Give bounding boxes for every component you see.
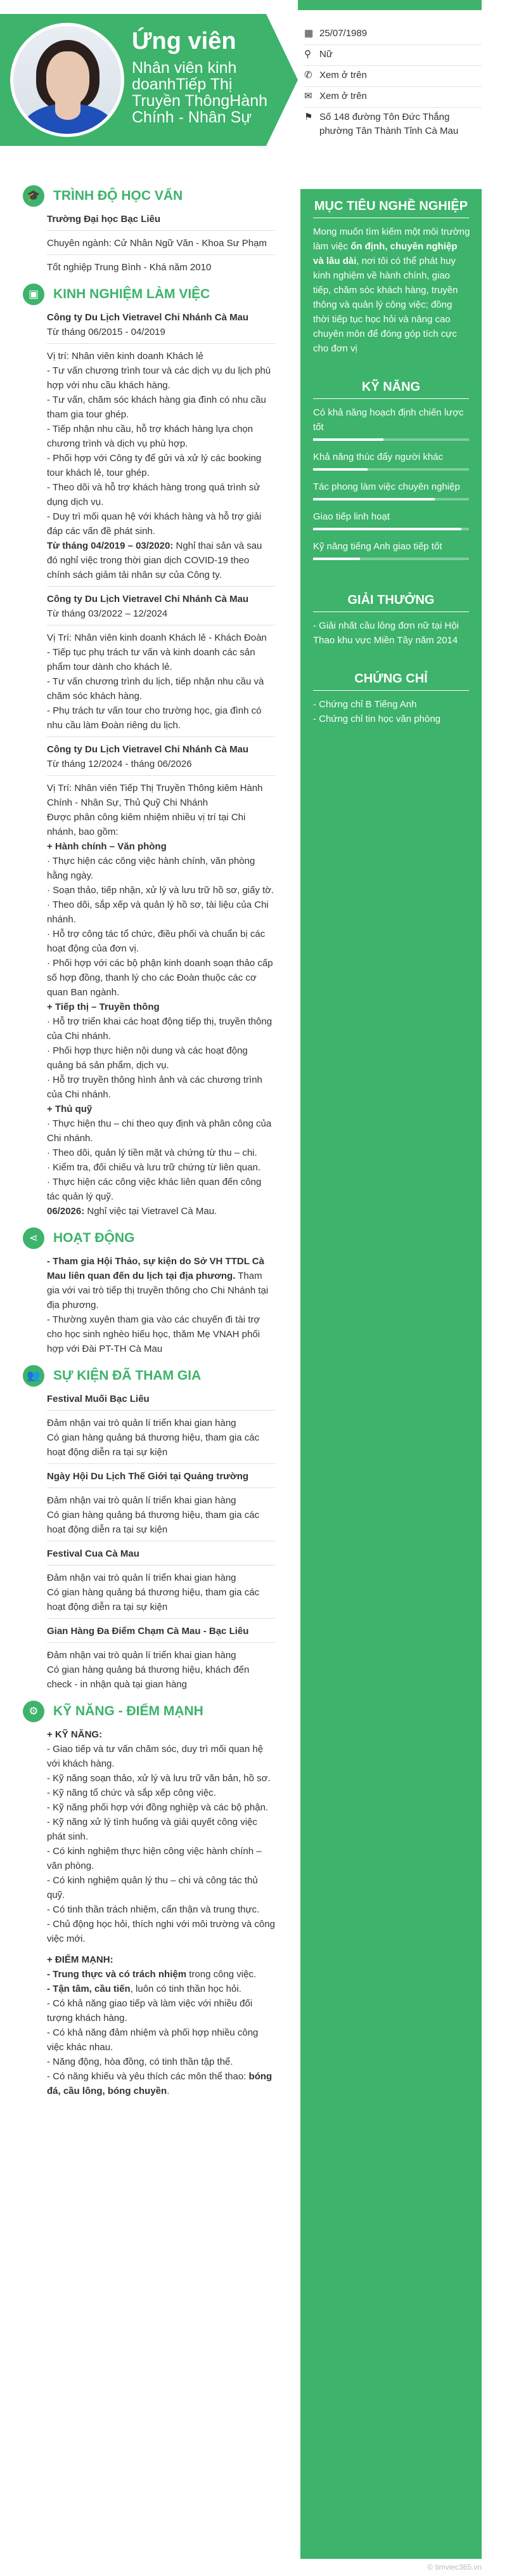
phone-value: Xem ở trên bbox=[319, 70, 367, 81]
skill-item bbox=[307, 539, 475, 560]
job-note bbox=[47, 1204, 275, 1219]
main-column bbox=[23, 185, 275, 2107]
event-detail: Có gian hàng quảng bá thương hiệu, khách đến check - in nhận quà tại gian hàng bbox=[47, 1664, 250, 1690]
job-company: Công ty Du Lịch Vietravel Chi Nhánh Cà Mau bbox=[47, 312, 249, 323]
skill-fill bbox=[313, 528, 461, 530]
job-duty: · Theo dõi, quản lý tiền mặt và chứng từ thu – chi. bbox=[47, 1147, 257, 1158]
skill-line: - Có kinh nghiệm thực hiện công việc hành chính – văn phòng. bbox=[47, 1846, 262, 1871]
event-detail: Có gian hàng quảng bá thương hiệu, tham gia các hoạt động diễn ra tại sự kiện bbox=[47, 1510, 260, 1535]
career-goal bbox=[307, 225, 475, 356]
job-period: Từ tháng 06/2015 - 04/2019 bbox=[47, 327, 165, 337]
email-value: Xem ở trên bbox=[319, 91, 367, 101]
share-icon: ⋖ bbox=[23, 1227, 44, 1249]
skill-track bbox=[313, 558, 469, 560]
phone-icon: ✆ bbox=[304, 70, 312, 81]
skill-item bbox=[307, 450, 475, 471]
events-section bbox=[23, 1365, 275, 1692]
job-duty: · Soạn thảo, tiếp nhận, xử lý và lưu trữ hồ sơ, giấy tờ. bbox=[47, 885, 274, 896]
skill-item bbox=[307, 509, 475, 530]
job-role: Vị Trí: Nhân viên kinh doanh Khách lẻ - Khách Đoàn bbox=[47, 632, 267, 643]
job-duty: · Theo dõi, sắp xếp và quản lý hồ sơ, tài liệu của Chi nhánh. bbox=[47, 899, 269, 925]
section-title: TRÌNH ĐỘ HỌC VẤN bbox=[53, 188, 183, 203]
goal-text-pre: Mong muốn tìm kiếm một môi trường làm việc bbox=[313, 226, 470, 252]
skill-line: - Kỹ năng phối hợp với đồng nghiệp và các bộ phận. bbox=[47, 1802, 269, 1813]
job-duty: - Phối hợp với Công ty để gửi và xử lý các booking tour khách lẻ, tour ghép. bbox=[47, 453, 262, 478]
award-item: - Giải nhất cầu lông đơn nữ tại Hội Thao khu vực Miền Tây năm 2014 bbox=[313, 620, 459, 646]
skill-fill bbox=[313, 498, 435, 500]
event-role: Đảm nhận vai trò quản lí triển khai gian hàng bbox=[47, 1418, 236, 1429]
event-role: Đảm nhận vai trò quản lí triển khai gian hàng bbox=[47, 1495, 236, 1506]
job-company: Công ty Du Lịch Vietravel Chi Nhánh Cà Mau bbox=[47, 744, 249, 755]
goal-title: MỤC TIÊU NGHỀ NGHIỆP bbox=[313, 199, 469, 218]
activity-line: - Thường xuyên tham gia vào các chuyến đi tài trợ cho học sinh nghèo hiếu học, thăm Mẹ VNAH phối hợp với Đài PT-TH Cà Mau bbox=[47, 1314, 260, 1354]
goal-text-post: , nơi tôi có thể phát huy kinh nghiệm về hành chính, giao tiếp, chăm sóc khách hàng, truyền thông và quản lý công việc; đồng thời tiếp tục học hỏi và nâng cao chuyên môn để đóng góp tích cực cho đơn vị bbox=[313, 256, 458, 354]
strength-bold: - Tận tâm, cầu tiến bbox=[47, 1984, 131, 1994]
job-note-label: 06/2026: bbox=[47, 1206, 85, 1217]
strength-text: - Năng động, hòa đồng, có tinh thần tập thể. bbox=[47, 2056, 233, 2067]
goal-text-bold: ổn định, chuyên nghiệp và lâu dài bbox=[313, 241, 458, 266]
skill-name: Khả năng thúc đẩy người khác bbox=[313, 452, 444, 462]
job-company: Công ty Du Lịch Vietravel Chi Nhánh Cà Mau bbox=[47, 594, 249, 605]
skill-fill bbox=[313, 468, 368, 471]
location-icon: ⚑ bbox=[304, 112, 313, 122]
education-section bbox=[23, 185, 275, 275]
strength-line bbox=[47, 1967, 275, 1982]
section-title: KINH NGHIỆM LÀM VIỆC bbox=[53, 287, 210, 301]
event-name: Ngày Hội Du Lịch Thế Giới tại Quảng trường bbox=[47, 1471, 249, 1482]
skill-track bbox=[313, 528, 469, 530]
job-duty: · Hỗ trợ triển khai các hoạt động tiếp thị, truyền thông của Chi nhánh. bbox=[47, 1016, 273, 1042]
skill-track bbox=[313, 468, 469, 471]
skill-item bbox=[307, 480, 475, 500]
contact-phone bbox=[304, 66, 482, 87]
skills-strengths-section bbox=[23, 1701, 275, 2098]
school-name: Trường Đại học Bạc Liêu bbox=[47, 214, 161, 225]
candidate-label: Ứng viên bbox=[132, 28, 236, 55]
skill-line: - Có tinh thần trách nhiệm, cẩn thận và trung thực. bbox=[47, 1904, 260, 1915]
gender-icon: ⚲ bbox=[304, 49, 311, 60]
job-duty: · Phối hợp thực hiện nội dung và các hoạt động quảng bá sản phẩm, dịch vụ. bbox=[47, 1045, 248, 1071]
event-role: Đảm nhận vai trò quản lí triển khai gian hàng bbox=[47, 1650, 236, 1661]
gender-value: Nữ bbox=[319, 49, 333, 60]
job-note-text: Nghỉ thai sản và sau đó nghỉ việc trong thời gian dịch COVID-19 theo chính sách giảm tải nhân sự của Công ty. bbox=[47, 540, 262, 580]
skill-name: Có khả năng hoạch định chiến lược tốt bbox=[313, 407, 464, 433]
birthday-value: 25/07/1989 bbox=[319, 28, 368, 39]
section-title: HOẠT ĐỘNG bbox=[53, 1231, 135, 1245]
section-title: KỸ NĂNG - ĐIỂM MẠNH bbox=[53, 1704, 203, 1718]
contact-email bbox=[304, 87, 482, 108]
strength-line bbox=[47, 2055, 275, 2069]
duty-group-head: + Hành chính – Văn phòng bbox=[47, 841, 167, 852]
event-role: Đảm nhận vai trò quản lí triển khai gian hàng bbox=[47, 1572, 236, 1583]
skills-strengths-list bbox=[47, 1727, 275, 2098]
strengths-head: + ĐIỂM MẠNH: bbox=[47, 1954, 113, 1965]
event-detail: Có gian hàng quảng bá thương hiệu, tham gia các hoạt động diễn ra tại sự kiện bbox=[47, 1587, 260, 1612]
job-duty: - Tư vấn chương trình tour và các dịch vụ du lịch phù hợp với nhu cầu khách hàng. bbox=[47, 365, 271, 391]
job-duty: - Tư vấn, chăm sóc khách hàng gia đình có nhu cầu tham gia tour ghép. bbox=[47, 395, 266, 420]
job-duty: · Thực hiện các công việc khác liên quan đến công tác quản lý quỹ. bbox=[47, 1177, 262, 1202]
sidebar bbox=[300, 189, 482, 2555]
job-duty: · Hỗ trợ truyền thông hình ảnh và các chương trình của Chi nhánh. bbox=[47, 1075, 262, 1100]
event-name: Gian Hàng Đa Điểm Chạm Cà Mau - Bạc Liêu bbox=[47, 1626, 249, 1637]
job-period: Từ tháng 03/2022 – 12/2024 bbox=[47, 608, 168, 619]
contact-gender bbox=[304, 45, 482, 66]
skill-item bbox=[307, 405, 475, 441]
contact-birthday bbox=[304, 24, 482, 45]
skill-line: - Kỹ năng soạn thảo, xử lý và lưu trữ văn bản, hồ sơ. bbox=[47, 1773, 271, 1784]
certificate-item: - Chứng chỉ B Tiếng Anh bbox=[313, 699, 417, 710]
email-icon: ✉ bbox=[304, 91, 312, 101]
sports-tail: . bbox=[167, 2086, 170, 2096]
bottom-bar bbox=[300, 2555, 482, 2559]
job-duty: - Tiếp tục phụ trách tư vấn và kinh doanh các sản phẩm tour dành cho khách lẻ. bbox=[47, 647, 255, 672]
job-duty: · Thực hiện thu – chi theo quy định và phân công của Chi nhánh. bbox=[47, 1118, 272, 1144]
skills-head: + KỸ NĂNG: bbox=[47, 1729, 103, 1740]
spacer bbox=[47, 1946, 275, 1952]
strength-text: , luôn có tinh thần học hỏi. bbox=[130, 1984, 241, 1994]
experience-list bbox=[47, 310, 275, 1219]
gear-icon: ⚙ bbox=[23, 1701, 44, 1722]
users-icon: 👥 bbox=[23, 1365, 44, 1387]
duty-group-head: + Tiếp thị – Truyền thông bbox=[47, 1002, 160, 1012]
skill-name: Tác phong làm việc chuyên nghiệp bbox=[313, 481, 460, 492]
watermark: © timviec365.vn bbox=[427, 2563, 482, 2572]
strength-line bbox=[47, 1996, 275, 2025]
sports-list: bóng đá, cầu lông, bóng chuyền bbox=[47, 2071, 273, 2096]
contact-address bbox=[304, 108, 482, 142]
briefcase-icon: ▣ bbox=[23, 284, 44, 305]
event-detail: Có gian hàng quảng bá thương hiệu, tham gia các hoạt động diễn ra tại sự kiện bbox=[47, 1432, 260, 1458]
job-duty: - Theo dõi và hỗ trợ khách hàng trong quá trình sử dụng dịch vụ. bbox=[47, 482, 260, 507]
job-role: Vị trí: Nhân viên kinh doanh Khách lẻ bbox=[47, 351, 203, 362]
skill-line: - Giao tiếp và tư vấn chăm sóc, duy trì mối quan hệ với khách hàng. bbox=[47, 1744, 264, 1769]
major: Chuyên ngành: Cử Nhân Ngữ Văn - Khoa Sư Phạm bbox=[47, 238, 267, 249]
graduation-cap-icon: 🎓 bbox=[23, 185, 44, 207]
address-value: Số 148 đường Tôn Đức Thắng phường Tân Thành Tỉnh Cà Mau bbox=[319, 112, 459, 136]
strength-text: trong công việc. bbox=[186, 1969, 257, 1980]
job-duty: - Tư vấn chương trình du lịch, tiếp nhận nhu cầu và chăm sóc khách hàng. bbox=[47, 676, 264, 702]
activity-lead: - Tham gia Hội Thảo, sự kiện do Sở VH TTDL Cà Mau liên quan đến du lịch tại địa phương. bbox=[47, 1256, 264, 1281]
desired-position: Nhân viên kinh doanhTiếp Thị Truyền ThôngHành Chính - Nhân Sự bbox=[132, 59, 268, 126]
duty-group-head: + Thủ quỹ bbox=[47, 1104, 93, 1115]
event-name: Festival Muối Bạc Liêu bbox=[47, 1394, 150, 1404]
job-duty: · Phối hợp với các bộ phận kinh doanh soạn thảo cấp số hợp đồng, thanh lý cho các Đoàn thuộc các cơ quan Ban ngành. bbox=[47, 958, 273, 998]
certificate-list bbox=[307, 697, 475, 726]
avatar bbox=[10, 23, 124, 137]
strength-text: - Có khả năng giao tiếp và làm việc với nhiều đối tượng khách hàng. bbox=[47, 1998, 253, 2024]
strength-line bbox=[47, 2025, 275, 2055]
job-note-text: Nghỉ việc tại Vietravel Cà Mau. bbox=[84, 1206, 217, 1217]
strength-text: - Có năng khiếu và yêu thích các môn thể thao: bbox=[47, 2071, 249, 2082]
certificates-title: CHỨNG CHỈ bbox=[313, 672, 469, 691]
strength-line bbox=[47, 2069, 275, 2098]
skill-line: - Có kinh nghiệm quản lý thu – chi và công tác thủ quỹ. bbox=[47, 1875, 258, 1900]
activity-lead-tail: Tham gia với vai trò tiếp thị truyền thông cho Chi Nhánh tại địa phương. bbox=[47, 1271, 269, 1311]
strength-bold: - Trung thực và có trách nhiệm bbox=[47, 1969, 187, 1980]
skill-line: - Chủ động học hỏi, thích nghi với môi trường và công việc mới. bbox=[47, 1919, 275, 1944]
skill-track bbox=[313, 498, 469, 500]
skills-title: KỸ NĂNG bbox=[313, 380, 469, 399]
skill-bars bbox=[307, 405, 475, 560]
activities-section bbox=[23, 1227, 275, 1356]
strength-line bbox=[47, 1982, 275, 1996]
experience-section bbox=[23, 284, 275, 1219]
job-role: Vị Trí: Nhân viên Tiếp Thị Truyền Thông kiêm Hành Chính - Nhân Sự, Thủ Quỹ Chi Nhánh bbox=[47, 783, 263, 808]
event-name: Festival Cua Cà Mau bbox=[47, 1548, 139, 1559]
job-duty: - Duy trì mối quan hệ với khách hàng và hỗ trợ giải đáp các vấn đề phát sinh. bbox=[47, 511, 262, 537]
job-duty: - Phụ trách tư vấn tour cho trường học, gia đình có nhu cầu làm Đoàn riêng du lịch. bbox=[47, 705, 262, 731]
certificate-item: - Chứng chỉ tin học văn phòng bbox=[313, 714, 440, 724]
calendar-icon: ▦ bbox=[304, 28, 314, 39]
events-list bbox=[47, 1392, 275, 1692]
skill-fill bbox=[313, 438, 383, 441]
contact-info bbox=[304, 24, 482, 142]
job-duty: · Thực hiện các công việc hành chính, văn phòng hằng ngày. bbox=[47, 856, 255, 881]
job-duty: - Tiếp nhận nhu cầu, hỗ trợ khách hàng lựa chọn chương trình và dịch vụ phù hợp. bbox=[47, 424, 254, 449]
job-duty: · Kiểm tra, đối chiếu và lưu trữ chứng từ liên quan. bbox=[47, 1162, 260, 1173]
job-note-label: Từ tháng 04/2019 – 03/2020: bbox=[47, 540, 174, 551]
skill-line: - Kỹ năng tổ chức và sắp xếp công việc. bbox=[47, 1788, 216, 1798]
job-intro: Được phân công kiêm nhiệm nhiều vị trí tại Chi nhánh, bao gồm: bbox=[47, 812, 246, 837]
skill-fill bbox=[313, 558, 360, 560]
job-period: Từ tháng 12/2024 - tháng 06/2026 bbox=[47, 759, 192, 769]
skill-track bbox=[313, 438, 469, 441]
job-duty: · Hỗ trợ công tác tổ chức, điều phối và chuẩn bị các hoạt động của đơn vị. bbox=[47, 929, 266, 954]
strength-text: - Có khả năng đảm nhiệm và phối hợp nhiều công việc khác nhau. bbox=[47, 2027, 259, 2053]
contact-top-bar bbox=[298, 0, 482, 10]
skill-name: Giao tiếp linh hoạt bbox=[313, 511, 390, 522]
skill-name: Kỹ năng tiếng Anh giao tiếp tốt bbox=[313, 541, 442, 552]
awards-title: GIẢI THƯỞNG bbox=[313, 593, 469, 612]
job-note bbox=[47, 539, 275, 582]
section-title: SỰ KIỆN ĐÃ THAM GIA bbox=[53, 1368, 202, 1383]
graduation: Tốt nghiệp Trung Bình - Khá năm 2010 bbox=[47, 262, 212, 273]
skill-line: - Kỹ năng xử lý tình huống và giải quyết công việc phát sinh. bbox=[47, 1817, 257, 1842]
